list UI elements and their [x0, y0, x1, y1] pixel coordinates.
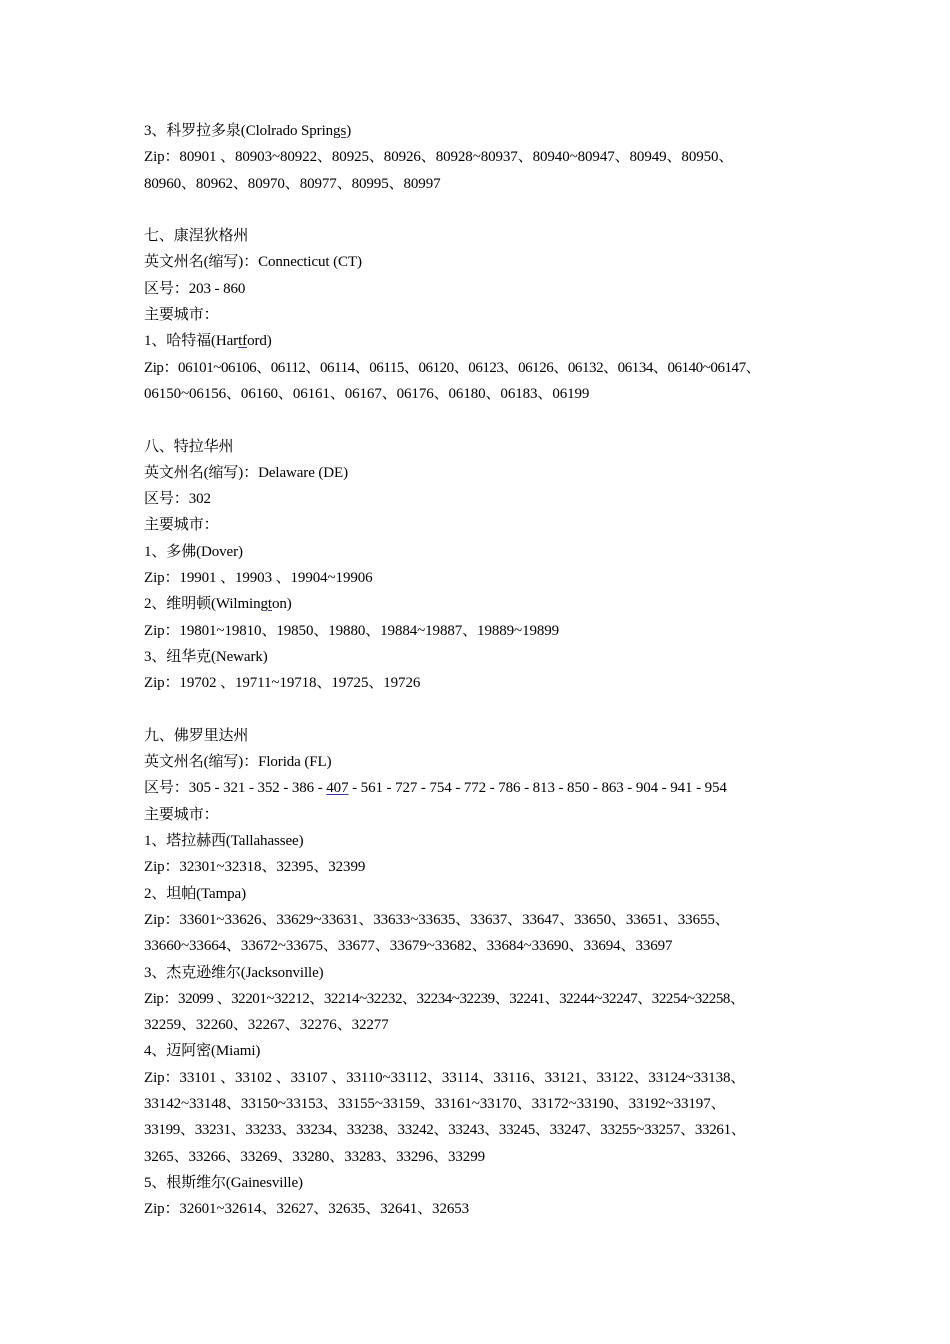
- underlined-text: tf: [238, 333, 248, 350]
- underlined-text: gt: [260, 596, 272, 613]
- zip-line: 80960、80962、80970、80977、80995、80997: [144, 175, 441, 192]
- zip-line: Zip：19702 、19711~19718、19725、19726: [144, 675, 421, 692]
- blank-line: [144, 407, 824, 433]
- zip-line: Zip：19801~19810、19850、19880、19884~19887、19889~19899: [144, 622, 560, 639]
- city-title-text: 2、维明顿(Wilmin: [144, 596, 261, 613]
- area-code-link[interactable]: 407: [326, 780, 349, 797]
- city-title-gainesville: 5、根斯维尔(Gainesville): [144, 1174, 303, 1191]
- major-cities-label: 主要城市：: [144, 517, 219, 534]
- zip-line: 3265、33266、33269、33280、33283、33296、33299: [144, 1148, 486, 1165]
- city-title-text: on): [272, 596, 292, 613]
- city-title-text: ord): [247, 333, 272, 350]
- state-english-name: 英文州名(缩写)：Connecticut (CT): [144, 254, 362, 271]
- zip-line: Zip：06101~06106、06112、06114、06115、06120、06123、06126、06132、06134、06140~06147、: [144, 359, 761, 376]
- area-codes-text: - 561 - 727 - 754 - 772 - 786 - 813 - 850 - 863 - 904 - 941 - 954: [348, 780, 727, 797]
- city-title-text: 1、哈特福(Har: [144, 333, 239, 350]
- zip-line: 06150~06156、06160、06161、06167、06176、06180、06183、06199: [144, 385, 590, 402]
- city-title-wilmington: [144, 591, 824, 617]
- state-heading-delaware: 八、特拉华州: [144, 438, 234, 455]
- blank-line: [144, 197, 824, 223]
- area-codes: 区号：302: [144, 491, 211, 508]
- city-title-tallahassee: 1、塔拉赫西(Tallahassee): [144, 833, 304, 850]
- city-title-text: ): [346, 123, 352, 139]
- zip-line: 33660~33664、33672~33675、33677、33679~33682、33684~33690、33694、33697: [144, 938, 673, 955]
- city-title-hartford: [144, 328, 824, 354]
- area-codes: [144, 775, 824, 801]
- zip-line: 33142~33148、33150~33153、33155~33159、33161~33170、33172~33190、33192~33197、: [144, 1095, 726, 1112]
- zip-line: Zip：32301~32318、32395、32399: [144, 859, 366, 876]
- zip-line: 33199、33231、33233、33234、33238、33242、33243、33245、33247、33255~33257、33261、: [144, 1122, 746, 1139]
- zip-line: Zip：32099 、32201~32212、32214~32232、32234~32239、32241、32244~32247、32254~32258、: [144, 990, 745, 1007]
- state-heading-florida: 九、佛罗里达州: [144, 727, 249, 744]
- city-title-text: 3、科罗拉多泉(Clolrado Sprin: [144, 123, 334, 139]
- city-title-miami: 4、迈阿密(Miami): [144, 1043, 261, 1060]
- zip-line: Zip：19901 、19903 、19904~19906: [144, 570, 373, 587]
- city-title-tampa: 2、坦帕(Tampa): [144, 885, 246, 902]
- blank-line: [144, 697, 824, 723]
- zip-line: Zip：32601~32614、32627、32635、32641、32653: [144, 1201, 470, 1218]
- zip-line: Zip：80901 、80903~80922、80925、80926、80928~80937、80940~80947、80949、80950、: [144, 149, 734, 166]
- zip-line: 32259、32260、32267、32276、32277: [144, 1017, 389, 1034]
- state-english-name: 英文州名(缩写)：Florida (FL): [144, 754, 332, 771]
- city-title-newark: 3、纽华克(Newark): [144, 648, 268, 665]
- state-english-name: 英文州名(缩写)：Delaware (DE): [144, 464, 348, 481]
- state-heading-connecticut: 七、康涅狄格州: [144, 228, 249, 245]
- city-title-colorado-springs: [144, 118, 824, 144]
- area-codes: 区号：203 - 860: [144, 280, 246, 297]
- city-title-dover: 1、多佛(Dover): [144, 543, 243, 560]
- underlined-text: gs: [333, 123, 347, 139]
- document-page: [144, 118, 824, 1222]
- zip-line: Zip：33601~33626、33629~33631、33633~33635、33637、33647、33650、33651、33655、: [144, 911, 730, 928]
- major-cities-label: 主要城市：: [144, 806, 219, 823]
- city-title-jacksonville: 3、杰克逊维尔(Jacksonville): [144, 964, 324, 981]
- area-codes-text: 区号：305 - 321 - 352 - 386 -: [144, 780, 327, 797]
- zip-line: Zip：33101 、33102 、33107 、33110~33112、33114、33116、33121、33122、33124~33138、: [144, 1069, 746, 1086]
- major-cities-label: 主要城市：: [144, 307, 219, 324]
